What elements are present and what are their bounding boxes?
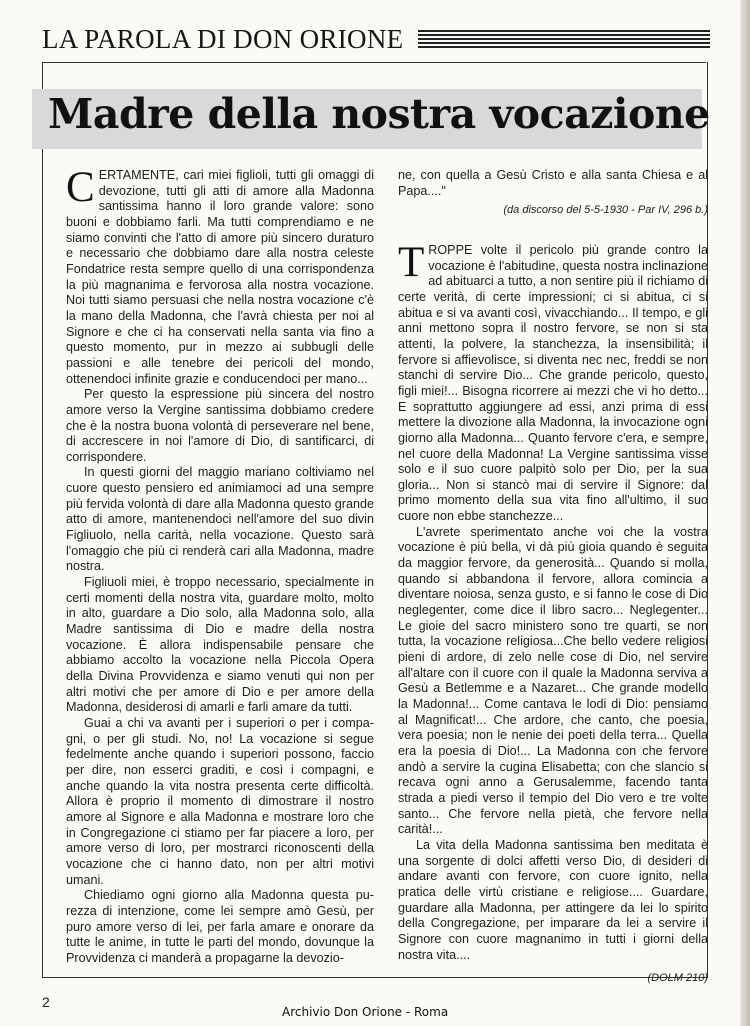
dropcap-c: C (66, 164, 95, 211)
left-paragraph-1 (66, 164, 374, 387)
section-kicker: LA PAROLA DI DON ORIONE (42, 24, 404, 54)
page-number: 2 (42, 994, 50, 1010)
left-paragraph-1-text: ERTAMENTE, cari miei figlioli, tutti gli omaggi di devozione, tutti gli atti di amore alla Madonna santissima hanno il loro grande valore: sono buoni e dobbiamo farli. Ma tutti comprendiamo e ne siamo convinti che l'atto di amore più sincero duraturo e necessario che dobbiamo dare alla nostra celeste Fondatrice resta sempre quello di una corrispondenza la più magnanima e fervorosa alla nostra vocazione. Noi tutti siamo persuasi che nella nostra vocazione c'è la mano della Madonna, che l'avrà chiesta per noi al Signore e che ci ha conservati nella santa via fino a questo momento, pur in mezzo ai subbugli delle passioni e alle tenebre dei pericoli del mondo, ottenendoci infinite grazie e conducendoci per mano... (66, 168, 374, 386)
dropcap-t: T (398, 238, 425, 286)
citation-dolm: (DOLM 210) (647, 972, 708, 985)
left-paragraph-3: In questi giorni del maggio mariano coltiviamo nel cuore questo pensiero ed animiamoci ad una sempre più fervida volontà di dare alla Madonna questo grande atto di amore, mantenendoci nell'amore del suo divin Figliuolo, nella carità, nella vocazione. Questo sarà l'omaggio che più ci renderà cari alla Madonna, madre nostra. (66, 465, 374, 574)
section-gap (398, 219, 708, 243)
left-paragraph-5: Guai a chi va avanti per i superiori o per i compagni, o per gli studi. No, no! La vocazione si segue fedelmente anche quando i superiori possono, faccio per dire, non esserci graditi, e così i compagni, e anche quando la vita nostra presenta certe difficoltà. Allora è proprio il momento di dimostrare il nostro amore al Signore e alla Madonna e mostrare loro che in Congregazione ci stiamo per far piacere a loro, per amore verso di loro, per mostrarci riconoscenti della vocazione che ci hanno dato, non per altri motivi umani. (66, 715, 374, 887)
citation-discorso: (da discorso del 5-5-1930 - Par IV, 296 b.) (503, 204, 708, 217)
article-title: Madre della nostra vocazione (48, 90, 710, 138)
right-column (398, 168, 708, 987)
right-paragraph-2: L'avrete sperimentato anche voi che la vostra vocazione è più bella, vi dà più gioia quando è seguita da maggior fervore, da generosità... Quando si molla, quando si abbandona il fervore, allora comincia a diventare noiosa, senza gusto, e si fanno le cose di Dio neglegenter, come dice il libro sacro... Neglegenter... Le gioie del sacro ministero sono tre quarti, se non tutta, la vocazione religiosa...Che bello vedere religiosi pieni di ardore, di zelo nelle cose di Dio, nel servire all'altare con il cuore con il quale la Madonna serviva a Gesù a Betlemme e a Nazaret... Che grande modello la Madonna!... Come cantava le lodi di Dio: pensiamo al Magnificat!... Che ardore, che canto, che poesia, vera poesia; non le nenie dei poeti della terra... Quella era la poesia di Dio!... La Madonna con che fervore andò a servire la cugina Elisabetta; con che slancio si recava ogni anno a Gerusalemme, facendo tanta strada a piedi verso il tempio del Dio vero e tre volte santo... Che fervore nella pietà, che fervore nella carità!... (398, 524, 708, 837)
left-paragraph-2: Per questo la espressione più sincera del nostro amore verso la Vergine santissima dobbiamo credere che è la nostra buona volontà di perseverare nel bene, di accrescere in noi l'amore di Dio, di santificarci, di corrispondere. (66, 387, 374, 464)
left-paragraph-6: Chiediamo ogni giorno alla Madonna questa purezza di intenzione, come lei sempre amò Gesù, per puro amore verso di lei, per farla amare e onorare da tutte le anime, in tutte le parti del mondo, dovunque la Provvidenza ci manderà a propagarne la devozio- (66, 888, 374, 965)
left-paragraph-4: Figliuoli miei, è troppo necessario, specialmente in certi momenti della nostra vita, guardare molto, molto in alto, guardare a Dio solo, alla Madonna solo, alla Madre santissima di Dio e madre della nostra vocazione. È allora indispensabile pensare che abbiamo accolto la vocazione nella Piccola Opera della Divina Provvidenza e siamo venuti qui non per altri motivi che per amore di Dio e per amore della Madonna, desiderosi di amarli e farli amare da tutti. (66, 575, 374, 715)
archive-credit: Archivio Don Orione - Roma (282, 1005, 449, 1019)
page-edge-shadow (740, 0, 750, 1026)
kicker-decorative-rules (418, 30, 710, 50)
right-paragraph-1-text: ROPPE volte il pericolo più grande contro la vocazione è l'abitudine, questa nostra inclinazione ad abituarci a tutto, a non sentire più il richiamo di certe verità, di certe impressioni; ci si abitua, ci si abitua e si va avanti così, vivacchiando... Il tempo, e gli anni mettono sopra il nostro fervore, se non si sta attenti, la polvere, la stanchezza, la insensibilità; il fervore si affievolisce, si diventa nec nec, freddi se non stanchi di servire Dio... Che grande pericolo, questo, figli miei!... Bisogna ricorrere ai mezzi che vi ho detto... E soprattutto aggiungere ad essi, anzi prima di essi mettere la divozione alla Madonna, la invocazione ogni giorno alla Madonna... Quanto fervore c'era, e sempre, nel cuore della Madonna! La Vergine santissima visse solo e il suo cuore palpitò solo per Dio, per la sua gloria... Non si stancò mai di servire il Signore: dal primo momento della sua vita fino all'ultimo, il suo cuore non ebbe stanchezze... (398, 242, 708, 524)
right-paragraph-0: ne, con quella a Gesù Cristo e alla santa Chiesa e al Papa...." (398, 168, 708, 198)
left-column (66, 164, 374, 966)
right-paragraph-3: La vita della Madonna santissima ben meditata è una sorgente di dolci affetti verso Dio, di desideri di andare avanti con fervore, con cuore ignito, nella pratica delle virtù cristiane e religiose.... Guardare, guardare alla Madonna, per attingere da lei lo spirito della Congregazione, per imparare da lei a servire il Signore con cuore magnanimo in tutti i giorni della nostra vita.... (398, 837, 708, 962)
right-paragraph-1 (398, 238, 708, 525)
